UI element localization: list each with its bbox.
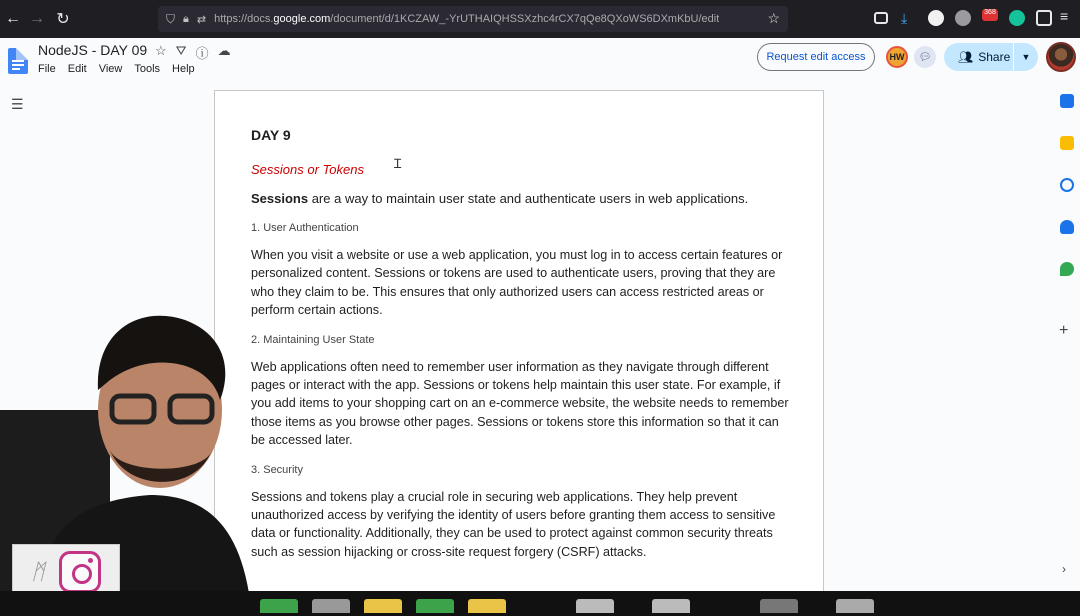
taskbar-strip (0, 591, 1080, 616)
section-body: Sessions and tokens play a crucial role in securing web applications. They help prevent unauthorized access by verifying the identity of users before granting them access to sensitive data or functionality. Additionally, they can be used to protect against common security threats such as session hijacking or cross-site request forgery (CSRF) attacks. (251, 489, 776, 559)
calendar-icon[interactable] (1060, 94, 1074, 108)
side-panel-expand-chevron-icon[interactable]: › (1062, 562, 1066, 576)
document-subtitle: Sessions or Tokens (251, 162, 364, 177)
lead-paragraph (251, 191, 791, 206)
taskbar-app-icon[interactable] (760, 599, 798, 613)
menu-bar (38, 63, 195, 75)
section-body: When you visit a website or use a web application, you must log in to access certain features or personalized content. Sessions or tokens are used to authenticate users, proving that they are who they claim to be. This ensures that only authorized users can access restricted areas or perform certain actions. (251, 248, 783, 318)
text-cursor-icon: Ɪ (394, 156, 402, 171)
info-icon[interactable]: ⓘ (195, 46, 209, 61)
shield-icon[interactable]: ⛉ (166, 11, 176, 26)
document-heading: DAY 9 (251, 127, 291, 143)
google-docs-logo-icon[interactable] (8, 48, 28, 74)
share-label: Share (978, 50, 1011, 64)
lead-bold: Sessions (251, 191, 309, 206)
taskbar-app-icon[interactable] (576, 599, 614, 613)
account-avatar[interactable] (1046, 42, 1076, 72)
extension-p-icon[interactable] (928, 10, 944, 26)
taskbar-app-icon[interactable] (836, 599, 874, 613)
star-icon[interactable]: ☆ (155, 43, 167, 58)
people-icon: 👥︎ (958, 50, 974, 64)
contacts-icon[interactable] (1060, 220, 1074, 234)
share-dropdown-chevron-icon[interactable]: ▼ (1021, 52, 1031, 62)
partial-logo-icon: ᛗ (31, 559, 45, 584)
extensions-puzzle-icon[interactable] (1036, 10, 1052, 26)
url-text[interactable]: https://docs.google.com/document/d/1KCZAW_-YrUTHAIQHSSXzhc4rCX7qQe8QXoWS6DXmKbU/edit (214, 13, 720, 25)
section-heading: 3. Security (251, 463, 303, 476)
side-panel (1053, 86, 1080, 591)
lock-icon[interactable]: 🔒︎ (183, 12, 189, 25)
document-outline-icon[interactable]: ☰ (11, 96, 24, 112)
menu-edit[interactable]: Edit (67, 63, 87, 75)
document-title[interactable]: NodeJS - DAY 09 (38, 42, 148, 58)
docs-header (0, 38, 1080, 86)
lead-text: are a way to maintain user state and authenticate users in web applications. (308, 191, 749, 206)
menu-view[interactable]: View (98, 63, 123, 75)
taskbar-app-icon[interactable] (652, 599, 690, 613)
section-heading: 2. Maintaining User State (251, 333, 375, 346)
extension-globe-icon[interactable] (955, 10, 971, 26)
grammarly-icon[interactable] (1009, 10, 1025, 26)
permissions-icon[interactable]: ⇄ (196, 13, 207, 26)
pocket-icon[interactable] (874, 12, 888, 24)
menu-file[interactable]: File (38, 63, 56, 75)
section-body: Web applications often need to remember user information as they navigate through different pages or interact with the app. Sessions or tokens help maintain this user state. For example, if you add items to your shopping cart on an e-commerce website, the website needs to remember those items as you browse other pages. Sessions or tokens store this information so that it can be accessed later. (251, 359, 789, 448)
section-heading: 1. User Authentication (251, 222, 359, 234)
comments-icon[interactable]: 💬︎ (914, 46, 936, 68)
address-bar[interactable] (158, 6, 788, 32)
tasks-icon[interactable] (1060, 178, 1074, 192)
instagram-icon (59, 551, 101, 593)
menu-help[interactable]: Help (172, 63, 195, 75)
request-edit-access-button[interactable]: Request edit access (757, 43, 875, 71)
taskbar-app-icon[interactable] (312, 599, 350, 613)
add-addon-icon[interactable]: + (1059, 322, 1069, 339)
menu-hamburger-icon[interactable]: ≡ (1060, 8, 1069, 24)
share-button[interactable] (944, 43, 1038, 71)
keep-icon[interactable] (1060, 136, 1074, 150)
document-page[interactable] (214, 90, 824, 600)
maps-icon[interactable] (1060, 262, 1074, 276)
taskbar-app-icon[interactable] (416, 599, 454, 613)
collaborator-avatar[interactable]: HW (886, 46, 908, 68)
taskbar-app-icon[interactable] (468, 599, 506, 613)
browser-toolbar (0, 0, 1080, 38)
taskbar-app-icon[interactable] (260, 599, 298, 613)
move-to-drive-icon[interactable]: ⛛ (175, 43, 187, 58)
cloud-status-icon[interactable]: ☁ (217, 43, 231, 58)
taskbar-app-icon[interactable] (364, 599, 402, 613)
extension-badge-icon[interactable]: 368 (982, 9, 998, 21)
reload-icon[interactable]: ↻ (56, 11, 70, 28)
menu-tools[interactable]: Tools (134, 63, 161, 75)
back-icon[interactable]: ← (5, 10, 21, 27)
bookmark-star-icon[interactable]: ☆ (767, 10, 780, 26)
download-icon[interactable]: ⤓ (901, 10, 908, 26)
forward-icon[interactable]: → (29, 10, 45, 27)
